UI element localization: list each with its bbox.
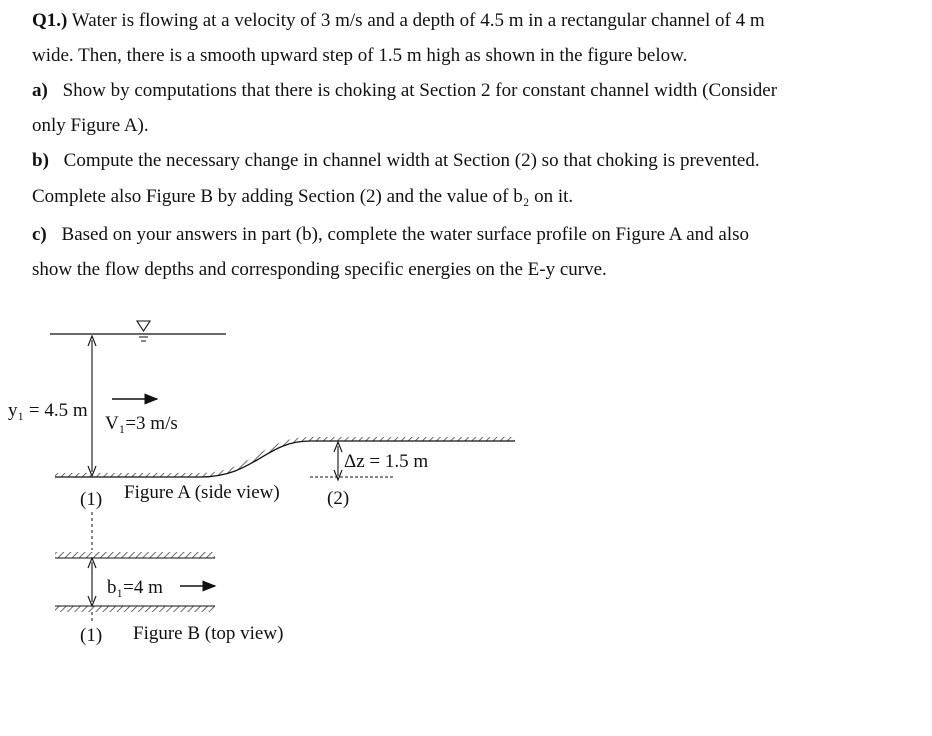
part-a-text-2: only Figure A). <box>32 115 149 136</box>
question-text-1: Water is flowing at a velocity of 3 m/s and a depth of 4.5 m in a rectangular channel of 4 m <box>71 10 765 31</box>
part-a-text-1: Show by computations that there is choking at Section 2 for constant channel width (Consider <box>62 80 778 101</box>
width-dimension-arrow <box>88 558 96 606</box>
depth-label: y₁ = 4.5 m <box>8 400 88 421</box>
part-b-text-1: Compute the necessary change in channel width at Section (2) so that choking is prevented. <box>63 150 760 171</box>
part-c-label: c) <box>32 224 47 245</box>
step-dimension-arrow <box>334 442 342 480</box>
section-2-label-a: (2) <box>327 488 350 509</box>
part-b-label: b) <box>32 150 49 171</box>
question-number: Q1.) <box>32 10 68 31</box>
question-text-2: wide. Then, there is a smooth upward step of 1.5 m high as shown in the figure below. <box>32 45 688 66</box>
section-1-label-b: (1) <box>80 625 103 646</box>
water-surface-symbol <box>137 321 150 341</box>
figure-a-caption: Figure A (side view) <box>124 482 280 503</box>
channel-bed-profile <box>55 441 515 477</box>
figure-b <box>55 552 283 646</box>
channel-wall-bottom <box>55 606 215 612</box>
figure-b-caption: Figure B (top view) <box>133 623 284 644</box>
figure-a <box>8 321 515 550</box>
depth-dimension-arrow <box>88 336 96 476</box>
section-1-label-a: (1) <box>80 489 103 510</box>
channel-wall-top <box>55 552 215 558</box>
velocity-label: V₁=3 m/s <box>105 413 178 434</box>
part-b-text-2: Complete also Figure B by adding Section (2) and the value of b₂ on it. <box>32 186 574 207</box>
width-label: b₁=4 m <box>107 577 163 598</box>
part-c-text-2: show the flow depths and corresponding specific energies on the E-y curve. <box>32 259 607 280</box>
part-c-text-1: Based on your answers in part (b), complete the water surface profile on Figure A and also <box>61 224 750 245</box>
part-a-label: a) <box>32 80 48 101</box>
channel-bed-hatch <box>55 437 515 477</box>
step-height-label: Δz = 1.5 m <box>344 451 429 472</box>
